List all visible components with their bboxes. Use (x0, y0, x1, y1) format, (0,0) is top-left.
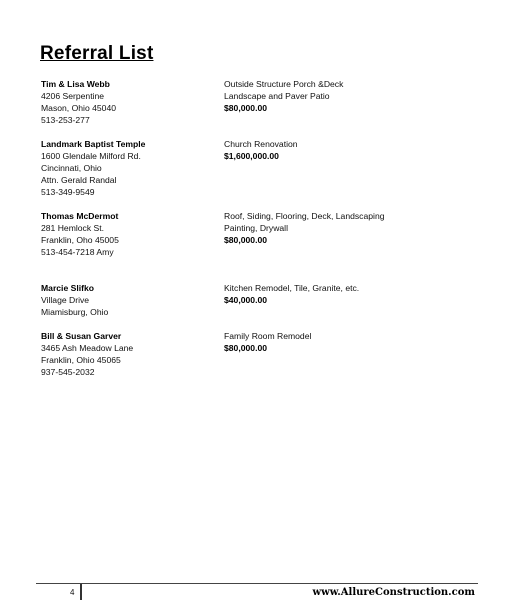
project-description: Painting, Drywall (224, 223, 288, 233)
referral-project (224, 210, 504, 246)
referral-name: Marcie Slifko (41, 283, 95, 293)
page-number: 4 (70, 588, 75, 597)
referral-address: 281 Hemlock St. (41, 223, 105, 233)
project-amount: $80,000.00 (224, 343, 268, 353)
project-description: Landscape and Paver Patio (224, 91, 330, 101)
project-description: Family Room Remodel (224, 331, 312, 341)
referral-phone: 513-349-9549 (41, 187, 95, 197)
referral-name: Tim & Lisa Webb (41, 79, 110, 89)
referral-phone: 513-253-277 (41, 115, 90, 125)
referral-contact (41, 210, 221, 258)
referral-attention: Attn. Gerald Randal (41, 175, 117, 185)
referral-address: Village Drive (41, 295, 90, 305)
referral-contact (41, 282, 221, 318)
referral-contact (41, 78, 221, 126)
referral-contact (41, 138, 221, 198)
referral-project (224, 282, 504, 306)
referral-city: Cincinnati, Ohio (41, 163, 102, 173)
referral-city: Franklin, Oho 45005 (41, 235, 119, 245)
referral-phone: 937-545-2032 (41, 367, 95, 377)
footer-vertical-divider (80, 584, 82, 600)
referral-address: 1600 Glendale Milford Rd. (41, 151, 141, 161)
project-description: Church Renovation (224, 139, 298, 149)
referral-project (224, 138, 504, 162)
referral-phone: 513-454-7218 Amy (41, 247, 114, 257)
referral-city: Franklin, Ohio 45065 (41, 355, 121, 365)
referral-project (224, 330, 504, 354)
referral-project (224, 78, 504, 114)
referral-city: Miamisburg, Ohio (41, 307, 109, 317)
project-description: Roof, Siding, Flooring, Deck, Landscaping (224, 211, 385, 221)
referral-city: Mason, Ohio 45040 (41, 103, 117, 113)
referral-contact (41, 330, 221, 378)
project-description: Kitchen Remodel, Tile, Granite, etc. (224, 283, 360, 293)
footer-divider (36, 583, 478, 584)
project-description: Outside Structure Porch &Deck (224, 79, 344, 89)
referral-name: Thomas McDermot (41, 211, 119, 221)
referral-name: Landmark Baptist Temple (41, 139, 146, 149)
footer-website-link[interactable]: www.AllureConstruction.com (312, 587, 475, 598)
project-amount: $80,000.00 (224, 103, 268, 113)
referral-name: Bill & Susan Garver (41, 331, 122, 341)
referral-address: 4206 Serpentine (41, 91, 105, 101)
project-amount: $80,000.00 (224, 235, 268, 245)
referral-address: 3465 Ash Meadow Lane (41, 343, 134, 353)
project-amount: $1,600,000.00 (224, 151, 279, 161)
project-amount: $40,000.00 (224, 295, 268, 305)
page-title: Referral List (40, 43, 154, 64)
